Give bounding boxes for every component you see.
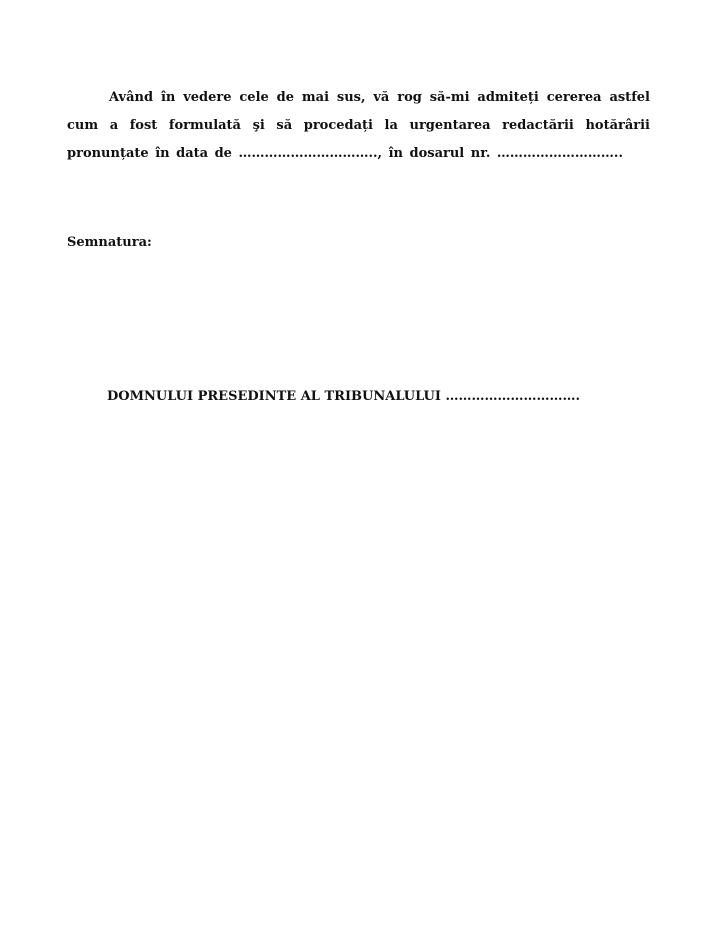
signature-label: Semnatura:: [67, 235, 152, 250]
addressee-line: DOMNULUI PRESEDINTE AL TRIBUNALULUI ………………………….: [107, 389, 580, 404]
request-paragraph: Având în vedere cele de mai sus, vă rog să-mi admiteți cererea astfel cum a fost formulată şi să procedați la urgentarea redactării hotărârii pronunțate în data de ………………………….., în dosarul nr. ………………………..: [67, 90, 650, 161]
